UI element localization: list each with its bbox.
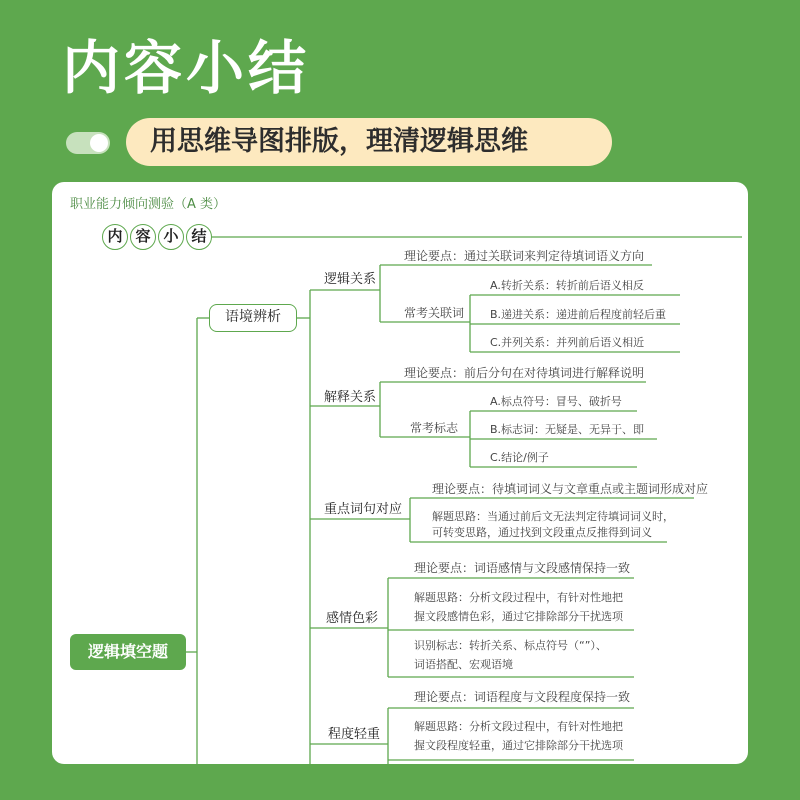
focus-theory: 理论要点：待填词词义与文章重点或主题词形成对应 bbox=[432, 482, 709, 496]
subtitle: 用思维导图排版，理清逻辑思维 bbox=[150, 126, 528, 157]
category-logic: 逻辑关系 bbox=[324, 272, 377, 287]
category-emotion: 感情色彩 bbox=[326, 611, 379, 626]
section-char-4: 结 bbox=[186, 224, 212, 250]
root-node: 逻辑填空题 bbox=[70, 634, 186, 670]
category-explain: 解释关系 bbox=[324, 390, 377, 405]
logic-theory: 理论要点：通过关联词来判定待填词语义方向 bbox=[404, 249, 645, 263]
focus-method-line-1: 解题思路：当通过前后文无法判定待填词词义时， bbox=[432, 510, 674, 523]
focus-method-line-2: 可转变思路，通过找到文段重点反推得到词义 bbox=[432, 526, 652, 539]
logic-item-2: B.递进关系：递进前后程度前轻后重 bbox=[490, 308, 667, 321]
degree-method-line-2: 握文段程度轻重，通过它排除部分干扰选项 bbox=[414, 739, 623, 752]
explain-item-1: A.标点符号：冒号、破折号 bbox=[490, 395, 622, 408]
emotion-mark-line-1: 识别标志：转折关系、标点符号（“”）、 bbox=[414, 639, 607, 652]
emotion-method-line-2: 握文段感情色彩，通过它排除部分干扰选项 bbox=[414, 610, 623, 623]
logic-sub-label: 常考关联词 bbox=[404, 306, 465, 320]
logic-item-1: A.转折关系：转折前后语义相反 bbox=[490, 279, 644, 292]
toggle-knob bbox=[90, 134, 108, 152]
mindmap-connectors bbox=[52, 182, 748, 764]
explain-sub-label: 常考标志 bbox=[410, 421, 459, 435]
category-degree: 程度轻重 bbox=[328, 727, 381, 742]
category-focus: 重点词句对应 bbox=[324, 502, 403, 517]
section-char-2: 容 bbox=[130, 224, 156, 250]
emotion-theory: 理论要点：词语感情与文段感情保持一致 bbox=[414, 561, 631, 575]
degree-method-line-1: 解题思路：分析文段过程中，有针对性地把 bbox=[414, 720, 623, 733]
emotion-mark-line-2: 词语搭配、宏观语境 bbox=[414, 658, 513, 671]
emotion-method-line-1: 解题思路：分析文段过程中，有针对性地把 bbox=[414, 591, 623, 604]
toggle-switch bbox=[66, 132, 110, 154]
document-header: 职业能力倾向测验（A 类） bbox=[70, 197, 227, 212]
section-char-3: 小 bbox=[158, 224, 184, 250]
page-title: 内容小结 bbox=[62, 34, 311, 102]
branch-node: 语境辨析 bbox=[209, 304, 297, 332]
explain-theory: 理论要点：前后分句在对待填词进行解释说明 bbox=[404, 366, 645, 380]
logic-item-3: C.并列关系：并列前后语义相近 bbox=[490, 336, 645, 349]
section-char-1: 内 bbox=[102, 224, 128, 250]
explain-item-2: B.标志词：无疑是、无异于、即 bbox=[490, 423, 645, 436]
document-card bbox=[52, 182, 748, 764]
degree-theory: 理论要点：词语程度与文段程度保持一致 bbox=[414, 690, 631, 704]
explain-item-3: C.结论/例子 bbox=[490, 451, 549, 464]
